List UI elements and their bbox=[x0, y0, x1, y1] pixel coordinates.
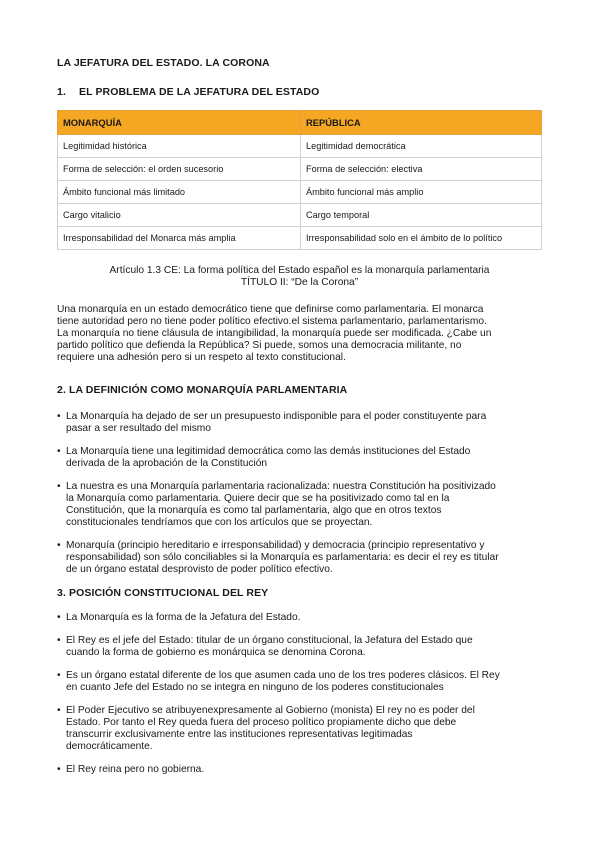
table-row bbox=[58, 227, 542, 250]
list-item bbox=[57, 764, 542, 776]
table-row bbox=[58, 181, 542, 204]
list-line: Estado. Por tanto el Rey queda fuera del proceso político propiamente dicho que debe bbox=[66, 717, 457, 728]
intro-paragraph bbox=[57, 304, 542, 364]
list-line: La Monarquía ha dejado de ser un presupuesto indisponible para el poder constituyente para bbox=[66, 411, 487, 422]
bullet-marker: • bbox=[57, 764, 61, 775]
article-reference bbox=[57, 265, 542, 289]
list-line: La Monarquía tiene una legitimidad democrática como las demás instituciones del Estado bbox=[66, 446, 471, 457]
section-1-heading bbox=[57, 86, 542, 98]
list-line: en cuanto Jefe del Estado no se integra en ninguno de los poderes constitucionales bbox=[66, 682, 444, 693]
bullet-marker: • bbox=[57, 446, 61, 457]
section-1-heading-text: EL PROBLEMA DE LA JEFATURA DEL ESTADO bbox=[79, 86, 320, 98]
list-line: El Rey es el jefe del Estado: titular de un órgano constitucional, la Jefatura del Estado que bbox=[66, 635, 473, 646]
list-line: de un órgano estatal desprovisto de poder político efectivo. bbox=[66, 564, 333, 575]
list-line: Constitución, que la monarquía es como tal parlamentaria, algo que en otros textos bbox=[66, 505, 442, 516]
paragraph-line: tiene autoridad pero no tiene poder político efectivo.el sistema parlamentario, parlamentarismo. bbox=[57, 316, 487, 327]
bullet-marker: • bbox=[57, 670, 61, 681]
list-line: cuando la forma de gobierno es monárquica se denomina Corona. bbox=[66, 647, 366, 658]
list-line: Monarquía (principio hereditario e irresponsabilidad) y democracia (principio representativo y bbox=[66, 540, 485, 551]
header-republica: REPÚBLICA bbox=[301, 111, 542, 135]
bullet-marker: • bbox=[57, 635, 61, 646]
table-cell: Irresponsabilidad del Monarca más amplia bbox=[58, 227, 301, 250]
list-line: El Rey reina pero no gobierna. bbox=[66, 764, 205, 775]
table-cell: Cargo vitalicio bbox=[58, 204, 301, 227]
bullet-marker: • bbox=[57, 612, 61, 623]
table-row bbox=[58, 158, 542, 181]
paragraph-line: La monarquía no tiene cláusula de intangibilidad, la monarquía puede ser modificada. ¿Cabe un bbox=[57, 328, 492, 339]
list-item bbox=[57, 612, 542, 624]
table-header-row bbox=[58, 111, 542, 135]
table-row bbox=[58, 135, 542, 158]
table-cell: Cargo temporal bbox=[301, 204, 542, 227]
list-item bbox=[57, 540, 542, 576]
bullet-marker: • bbox=[57, 705, 61, 716]
section-1-number: 1. bbox=[57, 86, 66, 98]
section-2-list bbox=[57, 411, 542, 576]
article-line: Artículo 1.3 CE: La forma política del Estado español es la monarquía parlamentaria bbox=[109, 265, 490, 276]
table-cell: Forma de selección: electiva bbox=[301, 158, 542, 181]
comparison-table bbox=[57, 110, 542, 250]
list-item bbox=[57, 446, 542, 470]
list-item bbox=[57, 670, 542, 694]
table-cell: Irresponsabilidad solo en el ámbito de lo político bbox=[301, 227, 542, 250]
list-line: transcurrir exclusivamente entre las instituciones representativas legitimadas bbox=[66, 729, 413, 740]
list-line: Es un órgano estatal diferente de los que asumen cada uno de los tres poderes clásicos. El Rey bbox=[66, 670, 500, 681]
table-cell: Legitimidad histórica bbox=[58, 135, 301, 158]
header-monarquia: MONARQUÍA bbox=[58, 111, 301, 135]
list-item bbox=[57, 481, 542, 529]
table-cell: Ámbito funcional más limitado bbox=[58, 181, 301, 204]
list-line: La nuestra es una Monarquía parlamentaria racionalizada: nuestra Constitución ha positivizado bbox=[66, 481, 496, 492]
table-cell: Ámbito funcional más amplio bbox=[301, 181, 542, 204]
table-row bbox=[58, 204, 542, 227]
document-title: LA JEFATURA DEL ESTADO. LA CORONA bbox=[57, 57, 270, 69]
section-2-heading: 2. LA DEFINICIÓN COMO MONARQUÍA PARLAMENTARIA bbox=[57, 384, 348, 396]
list-line: democráticamente. bbox=[66, 741, 153, 752]
table-cell: Forma de selección: el orden sucesorio bbox=[58, 158, 301, 181]
list-line: la Monarquía como parlamentaria. Quiere decir que se ha positivizado como tal en la bbox=[66, 493, 450, 504]
list-line: responsabilidad) son sólo conciliables si la Monarquía es parlamentaria: es decir el rey es titular bbox=[66, 552, 499, 563]
paragraph-line: requiere una adhesión pero si un respeto al texto constitucional. bbox=[57, 352, 346, 363]
bullet-marker: • bbox=[57, 481, 61, 492]
list-line: derivada de la aprobación de la Constitución bbox=[66, 458, 268, 469]
list-line: El Poder Ejecutivo se atribuyenexpresamente al Gobierno (monista) El rey no es poder del bbox=[66, 705, 475, 716]
list-item bbox=[57, 705, 542, 753]
bullet-marker: • bbox=[57, 540, 61, 551]
section-3-heading: 3. POSICIÓN CONSTITUCIONAL DEL REY bbox=[57, 587, 269, 599]
list-item bbox=[57, 411, 542, 435]
section-3-list bbox=[57, 612, 542, 776]
paragraph-line: Una monarquía en un estado democrático tiene que definirse como parlamentaria. El monarca bbox=[57, 304, 484, 315]
paragraph-line: partido político que defienda la República? Si puede, somos una democracia militante, no bbox=[57, 340, 462, 351]
list-line: La Monarquía es la forma de la Jefatura del Estado. bbox=[66, 612, 301, 623]
title-line: TÍTULO II: “De la Corona” bbox=[240, 277, 359, 288]
list-item bbox=[57, 635, 542, 659]
list-line: constitucionales tendríamos que con los artículos que se proyectan. bbox=[66, 517, 373, 528]
table-cell: Legitimidad democrática bbox=[301, 135, 542, 158]
bullet-marker: • bbox=[57, 411, 61, 422]
list-line: pasar a ser resultado del mismo bbox=[66, 423, 211, 434]
